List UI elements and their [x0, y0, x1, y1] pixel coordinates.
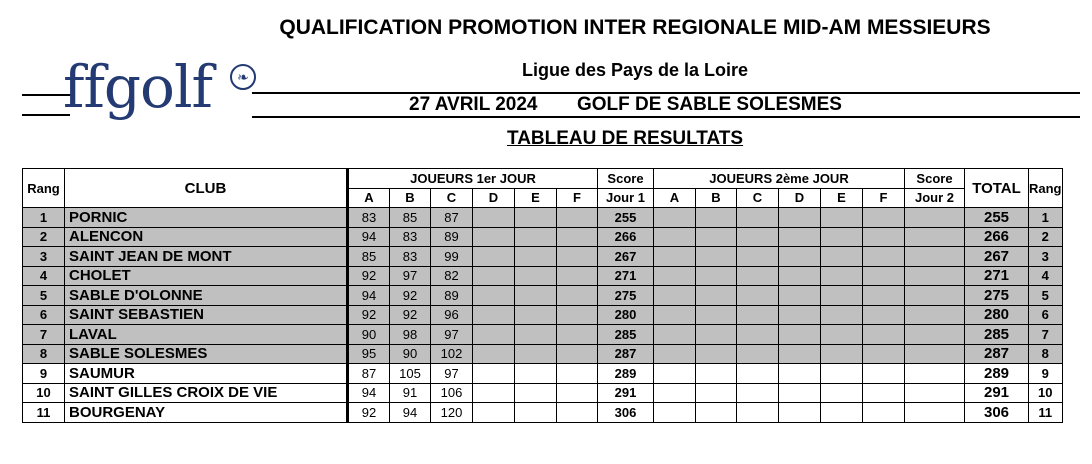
table-row — [23, 208, 1063, 228]
total-cell: 266 — [965, 227, 1029, 247]
day2-c-cell — [737, 305, 779, 325]
score-a-cell: 92 — [348, 305, 390, 325]
score-d-cell — [473, 344, 515, 364]
score-d-cell — [473, 208, 515, 228]
club-cell: SAINT JEAN DE MONT — [65, 247, 348, 267]
day2-c-cell — [737, 344, 779, 364]
day2-e-cell — [821, 266, 863, 286]
header-score1-top: Score — [598, 169, 654, 189]
day2-d-cell — [779, 403, 821, 423]
score-e-cell — [515, 344, 557, 364]
day2-c-cell — [737, 247, 779, 267]
day2-b-cell — [696, 227, 737, 247]
event-line — [409, 94, 842, 116]
club-cell: CHOLET — [65, 266, 348, 286]
score-day2-cell — [905, 227, 965, 247]
score-a-cell: 95 — [348, 344, 390, 364]
rang-cell: 5 — [23, 286, 65, 306]
score-e-cell — [515, 403, 557, 423]
score-day2-cell — [905, 325, 965, 345]
score-e-cell — [515, 383, 557, 403]
final-rank-cell: 7 — [1029, 325, 1063, 345]
day2-f-cell — [863, 266, 905, 286]
day2-d-cell — [779, 364, 821, 384]
score-d-cell — [473, 325, 515, 345]
day2-f-cell — [863, 325, 905, 345]
final-rank-cell: 4 — [1029, 266, 1063, 286]
score-day1-cell: 275 — [598, 286, 654, 306]
club-cell: PORNIC — [65, 208, 348, 228]
club-cell: BOURGENAY — [65, 403, 348, 423]
rang-cell: 7 — [23, 325, 65, 345]
day2-e-cell — [821, 344, 863, 364]
score-c-cell: 106 — [431, 383, 473, 403]
table-row — [23, 247, 1063, 267]
league-subtitle: Ligue des Pays de la Loire — [521, 60, 749, 80]
score-b-cell: 85 — [390, 208, 431, 228]
day2-f-cell — [863, 247, 905, 267]
score-a-cell: 92 — [348, 266, 390, 286]
header-letter: C — [431, 188, 473, 208]
score-f-cell — [557, 364, 598, 384]
score-day1-cell: 266 — [598, 227, 654, 247]
score-b-cell: 105 — [390, 364, 431, 384]
day2-f-cell — [863, 208, 905, 228]
header-letter: A — [348, 188, 390, 208]
club-cell: SAINT GILLES CROIX DE VIE — [65, 383, 348, 403]
day2-a-cell — [654, 344, 696, 364]
score-e-cell — [515, 286, 557, 306]
score-day1-cell: 255 — [598, 208, 654, 228]
final-rank-cell: 1 — [1029, 208, 1063, 228]
table-header-row — [23, 169, 1063, 189]
rang-cell: 9 — [23, 364, 65, 384]
total-cell: 275 — [965, 286, 1029, 306]
score-day1-cell: 285 — [598, 325, 654, 345]
day2-a-cell — [654, 247, 696, 267]
table-row — [23, 305, 1063, 325]
score-f-cell — [557, 403, 598, 423]
score-day2-cell — [905, 305, 965, 325]
table-row — [23, 364, 1063, 384]
score-day1-cell: 287 — [598, 344, 654, 364]
day2-c-cell — [737, 364, 779, 384]
day2-a-cell — [654, 325, 696, 345]
day2-b-cell — [696, 344, 737, 364]
score-a-cell: 87 — [348, 364, 390, 384]
header-letter: D — [473, 188, 515, 208]
club-cell: LAVAL — [65, 325, 348, 345]
day2-f-cell — [863, 305, 905, 325]
day2-b-cell — [696, 286, 737, 306]
total-cell: 271 — [965, 266, 1029, 286]
score-day1-cell: 289 — [598, 364, 654, 384]
score-day2-cell — [905, 383, 965, 403]
score-b-cell: 83 — [390, 247, 431, 267]
day2-b-cell — [696, 305, 737, 325]
score-d-cell — [473, 364, 515, 384]
day2-a-cell — [654, 227, 696, 247]
score-d-cell — [473, 247, 515, 267]
club-cell: SAUMUR — [65, 364, 348, 384]
score-day1-cell: 291 — [598, 383, 654, 403]
header-day1-players: JOUEURS 1er JOUR — [348, 169, 598, 189]
score-e-cell — [515, 364, 557, 384]
total-cell: 291 — [965, 383, 1029, 403]
score-d-cell — [473, 305, 515, 325]
final-rank-cell: 9 — [1029, 364, 1063, 384]
score-f-cell — [557, 286, 598, 306]
score-e-cell — [515, 266, 557, 286]
day2-a-cell — [654, 305, 696, 325]
day2-c-cell — [737, 208, 779, 228]
day2-f-cell — [863, 227, 905, 247]
results-table — [22, 168, 1063, 423]
day2-c-cell — [737, 286, 779, 306]
day2-e-cell — [821, 208, 863, 228]
score-day2-cell — [905, 247, 965, 267]
rang-cell: 3 — [23, 247, 65, 267]
score-a-cell: 94 — [348, 383, 390, 403]
day2-d-cell — [779, 227, 821, 247]
score-f-cell — [557, 247, 598, 267]
score-day1-cell: 271 — [598, 266, 654, 286]
score-d-cell — [473, 403, 515, 423]
rang-cell: 2 — [23, 227, 65, 247]
header-day2-players: JOUEURS 2ème JOUR — [654, 169, 905, 189]
score-d-cell — [473, 383, 515, 403]
day2-d-cell — [779, 208, 821, 228]
header-letter: E — [821, 188, 863, 208]
header-letter: E — [515, 188, 557, 208]
day2-a-cell — [654, 286, 696, 306]
day2-b-cell — [696, 364, 737, 384]
day2-d-cell — [779, 383, 821, 403]
day2-e-cell — [821, 325, 863, 345]
score-f-cell — [557, 305, 598, 325]
score-d-cell — [473, 286, 515, 306]
day2-d-cell — [779, 305, 821, 325]
score-f-cell — [557, 344, 598, 364]
score-e-cell — [515, 325, 557, 345]
score-c-cell: 120 — [431, 403, 473, 423]
rang-cell: 8 — [23, 344, 65, 364]
score-c-cell: 99 — [431, 247, 473, 267]
club-cell: SABLE SOLESMES — [65, 344, 348, 364]
score-e-cell — [515, 247, 557, 267]
divider-line-right-2 — [252, 116, 1080, 118]
score-a-cell: 92 — [348, 403, 390, 423]
day2-a-cell — [654, 364, 696, 384]
header-letter: D — [779, 188, 821, 208]
day2-d-cell — [779, 247, 821, 267]
score-day1-cell: 267 — [598, 247, 654, 267]
day2-e-cell — [821, 383, 863, 403]
day2-e-cell — [821, 227, 863, 247]
day2-e-cell — [821, 247, 863, 267]
score-a-cell: 85 — [348, 247, 390, 267]
score-c-cell: 89 — [431, 227, 473, 247]
score-c-cell: 97 — [431, 325, 473, 345]
score-day2-cell — [905, 286, 965, 306]
final-rank-cell: 6 — [1029, 305, 1063, 325]
score-c-cell: 82 — [431, 266, 473, 286]
day2-d-cell — [779, 286, 821, 306]
header-rang-right: Rang — [1029, 169, 1063, 208]
score-c-cell: 89 — [431, 286, 473, 306]
total-cell: 289 — [965, 364, 1029, 384]
score-c-cell: 102 — [431, 344, 473, 364]
score-b-cell: 97 — [390, 266, 431, 286]
day2-e-cell — [821, 305, 863, 325]
score-c-cell: 87 — [431, 208, 473, 228]
final-rank-cell: 2 — [1029, 227, 1063, 247]
score-day2-cell — [905, 344, 965, 364]
day2-b-cell — [696, 247, 737, 267]
total-cell: 255 — [965, 208, 1029, 228]
day2-c-cell — [737, 383, 779, 403]
total-cell: 306 — [965, 403, 1029, 423]
final-rank-cell: 10 — [1029, 383, 1063, 403]
score-b-cell: 94 — [390, 403, 431, 423]
day2-e-cell — [821, 403, 863, 423]
day2-a-cell — [654, 383, 696, 403]
total-cell: 267 — [965, 247, 1029, 267]
rang-cell: 4 — [23, 266, 65, 286]
table-title: TABLEAU DE RESULTATS — [507, 128, 744, 149]
total-cell: 280 — [965, 305, 1029, 325]
score-a-cell: 94 — [348, 227, 390, 247]
final-rank-cell: 3 — [1029, 247, 1063, 267]
score-e-cell — [515, 208, 557, 228]
rang-cell: 10 — [23, 383, 65, 403]
day2-a-cell — [654, 208, 696, 228]
score-d-cell — [473, 227, 515, 247]
header-letter: C — [737, 188, 779, 208]
score-f-cell — [557, 227, 598, 247]
score-c-cell: 97 — [431, 364, 473, 384]
header-letter: A — [654, 188, 696, 208]
score-b-cell: 98 — [390, 325, 431, 345]
table-row — [23, 266, 1063, 286]
header-total: TOTAL — [965, 169, 1029, 208]
total-cell: 285 — [965, 325, 1029, 345]
score-c-cell: 96 — [431, 305, 473, 325]
rang-cell: 11 — [23, 403, 65, 423]
day2-c-cell — [737, 325, 779, 345]
score-day2-cell — [905, 208, 965, 228]
ffgolf-logo: ffgolf — [63, 53, 212, 121]
rooster-icon: ❧ — [230, 64, 256, 90]
day2-f-cell — [863, 403, 905, 423]
final-rank-cell: 5 — [1029, 286, 1063, 306]
header-letter: F — [557, 188, 598, 208]
day2-b-cell — [696, 325, 737, 345]
club-cell: ALENCON — [65, 227, 348, 247]
day2-c-cell — [737, 403, 779, 423]
score-b-cell: 83 — [390, 227, 431, 247]
day2-f-cell — [863, 344, 905, 364]
score-b-cell: 92 — [390, 305, 431, 325]
table-row — [23, 383, 1063, 403]
score-day2-cell — [905, 364, 965, 384]
score-day1-cell: 280 — [598, 305, 654, 325]
score-a-cell: 94 — [348, 286, 390, 306]
day2-a-cell — [654, 403, 696, 423]
day2-b-cell — [696, 383, 737, 403]
event-date: 27 AVRIL 2024 — [409, 94, 538, 115]
score-day1-cell: 306 — [598, 403, 654, 423]
day2-f-cell — [863, 364, 905, 384]
club-cell: SABLE D'OLONNE — [65, 286, 348, 306]
score-f-cell — [557, 325, 598, 345]
final-rank-cell: 8 — [1029, 344, 1063, 364]
event-course: GOLF DE SABLE SOLESMES — [577, 94, 842, 115]
score-day2-cell — [905, 403, 965, 423]
day2-a-cell — [654, 266, 696, 286]
header-score1-bottom: Jour 1 — [598, 188, 654, 208]
score-b-cell: 92 — [390, 286, 431, 306]
day2-d-cell — [779, 266, 821, 286]
table-row — [23, 227, 1063, 247]
score-a-cell: 90 — [348, 325, 390, 345]
score-d-cell — [473, 266, 515, 286]
table-row — [23, 344, 1063, 364]
club-cell: SAINT SEBASTIEN — [65, 305, 348, 325]
day2-e-cell — [821, 286, 863, 306]
score-b-cell: 90 — [390, 344, 431, 364]
score-day2-cell — [905, 266, 965, 286]
rang-cell: 1 — [23, 208, 65, 228]
day2-c-cell — [737, 266, 779, 286]
header-score2-bottom: Jour 2 — [905, 188, 965, 208]
score-f-cell — [557, 266, 598, 286]
day2-f-cell — [863, 383, 905, 403]
day2-f-cell — [863, 286, 905, 306]
header-letter: F — [863, 188, 905, 208]
header-letter: B — [696, 188, 737, 208]
score-a-cell: 83 — [348, 208, 390, 228]
score-e-cell — [515, 305, 557, 325]
day2-b-cell — [696, 208, 737, 228]
table-row — [23, 286, 1063, 306]
header-rang: Rang — [23, 169, 65, 208]
score-b-cell: 91 — [390, 383, 431, 403]
score-f-cell — [557, 208, 598, 228]
day2-e-cell — [821, 364, 863, 384]
header-score2-top: Score — [905, 169, 965, 189]
total-cell: 287 — [965, 344, 1029, 364]
header-club: CLUB — [65, 169, 348, 208]
day2-d-cell — [779, 344, 821, 364]
day2-d-cell — [779, 325, 821, 345]
page-title: QUALIFICATION PROMOTION INTER REGIONALE MID-AM MESSIEURS — [279, 16, 991, 39]
final-rank-cell: 11 — [1029, 403, 1063, 423]
header-letter: B — [390, 188, 431, 208]
table-row — [23, 325, 1063, 345]
score-e-cell — [515, 227, 557, 247]
day2-c-cell — [737, 227, 779, 247]
rang-cell: 6 — [23, 305, 65, 325]
day2-b-cell — [696, 266, 737, 286]
table-row — [23, 403, 1063, 423]
day2-b-cell — [696, 403, 737, 423]
score-f-cell — [557, 383, 598, 403]
